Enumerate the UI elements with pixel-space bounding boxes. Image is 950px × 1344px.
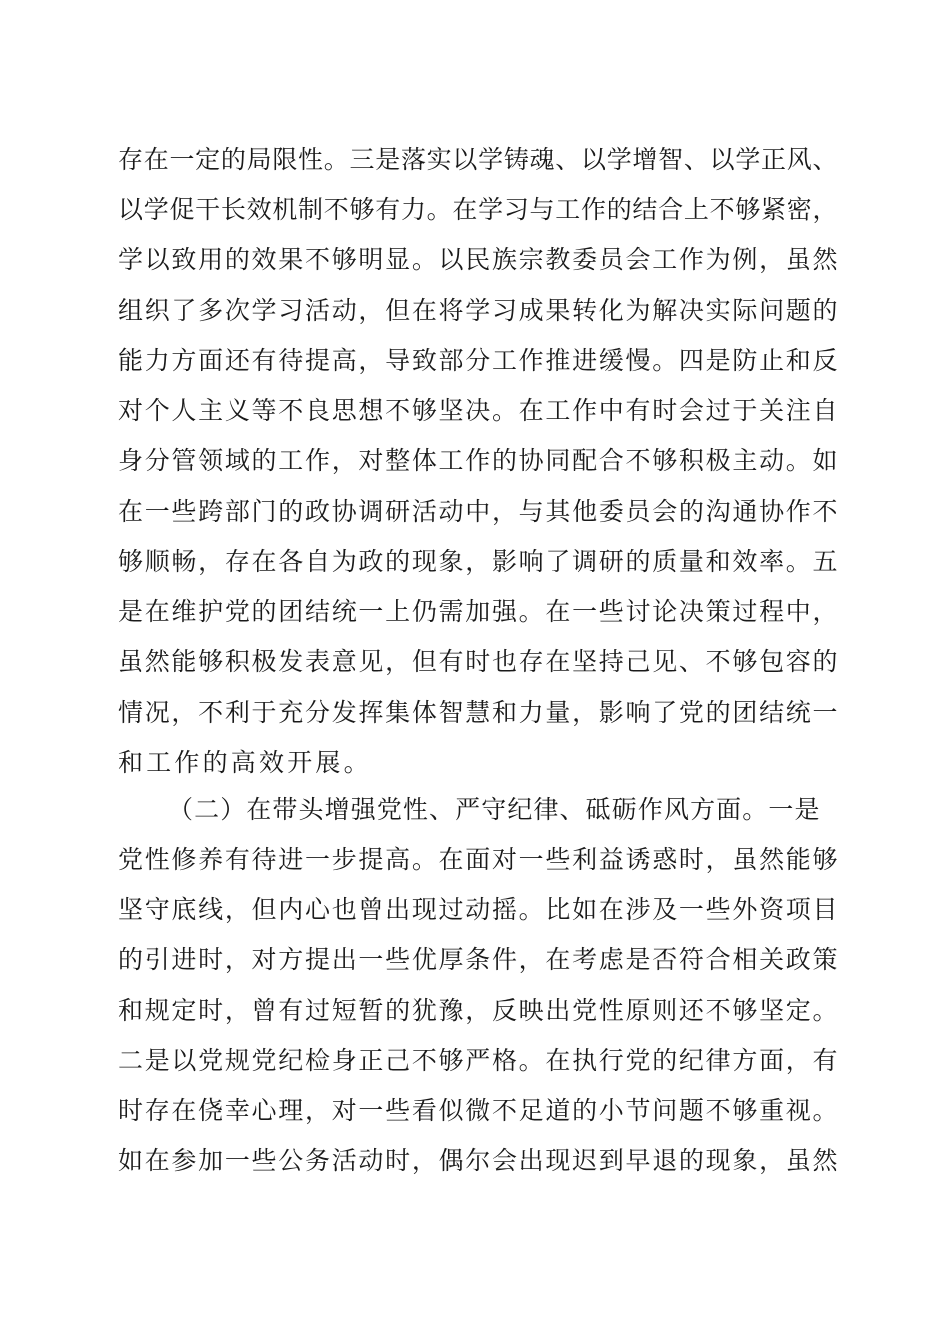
text-line: 和工作的高效开展。 [118, 748, 372, 777]
text-line: 时存在侥幸心理，对一些看似微不足道的小节问题不够重视。 [118, 1096, 838, 1125]
text-line: 存在一定的局限性。三是落实以学铸魂、以学增智、以学正风、 [118, 145, 838, 174]
text-line: 够顺畅，存在各自为政的现象，影响了调研的质量和效率。五 [118, 547, 838, 576]
text-line: 以学促干长效机制不够有力。在学习与工作的结合上不够紧密， [118, 195, 838, 224]
text-line: 和规定时，曾有过短暂的犹豫，反映出党性原则还不够坚定。 [118, 996, 838, 1025]
text-line: 在一些跨部门的政协调研活动中，与其他委员会的沟通协作不 [118, 497, 838, 526]
text-line: 情况，不利于充分发挥集体智慧和力量，影响了党的团结统一 [118, 698, 838, 727]
text-line: 组织了多次学习活动，但在将学习成果转化为解决实际问题的 [118, 296, 838, 325]
text-line: 是在维护党的团结统一上仍需加强。在一些讨论决策过程中， [118, 597, 838, 626]
section-heading-line: （二）在带头增强党性、严守纪律、砥砺作风方面。一是 [168, 795, 820, 824]
text-line: 如在参加一些公务活动时，偶尔会出现迟到早退的现象，虽然 [118, 1146, 838, 1175]
text-line: 二是以党规党纪检身正己不够严格。在执行党的纪律方面，有 [118, 1046, 838, 1075]
text-line: 虽然能够积极发表意见，但有时也存在坚持己见、不够包容的 [118, 647, 838, 676]
text-line: 对个人主义等不良思想不够坚决。在工作中有时会过于关注自 [118, 396, 838, 425]
text-line: 坚守底线，但内心也曾出现过动摇。比如在涉及一些外资项目 [118, 895, 838, 924]
text-line: 的引进时，对方提出一些优厚条件，在考虑是否符合相关政策 [118, 945, 838, 974]
text-line: 身分管领域的工作，对整体工作的协同配合不够积极主动。如 [118, 446, 838, 475]
text-line: 能力方面还有待提高，导致部分工作推进缓慢。四是防止和反 [118, 346, 838, 375]
text-line: 党性修养有待进一步提高。在面对一些利益诱惑时，虽然能够 [118, 845, 838, 874]
text-line: 学以致用的效果不够明显。以民族宗教委员会工作为例，虽然 [118, 245, 838, 274]
